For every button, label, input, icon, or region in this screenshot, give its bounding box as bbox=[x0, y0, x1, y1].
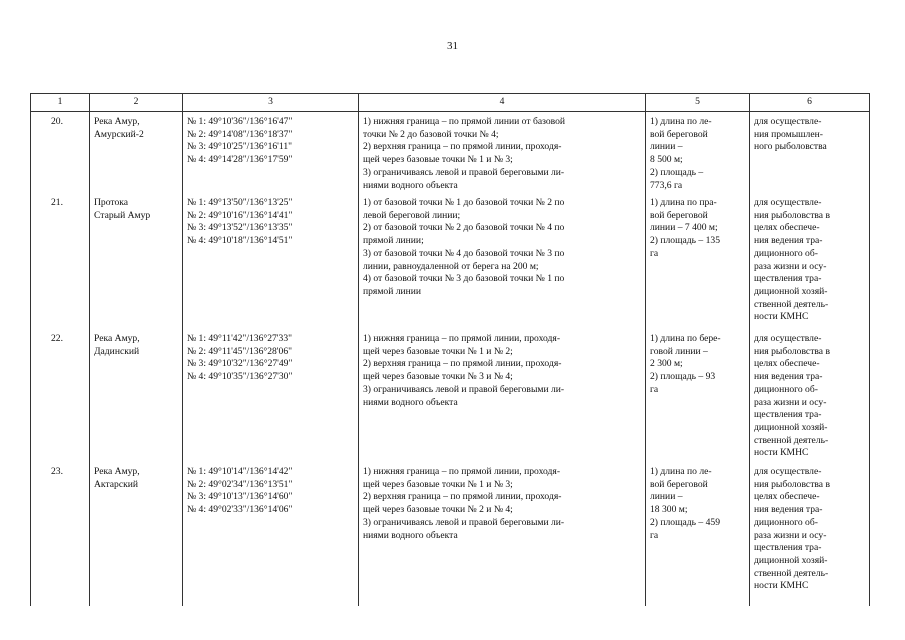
column-header: 4 bbox=[359, 94, 646, 112]
table-row bbox=[31, 112, 870, 194]
usage-purpose: для осуществле- ния рыболовства в целях обеспече- ния ведения тра- диционного об- раза жизни и осу- ществления тра- диционной хозяй- ственной деятель- ности КМНС bbox=[750, 462, 870, 606]
boundary-description: 1) нижняя граница – по прямой линии, проходя- щей через базовые точки № 1 и № 2; 2) верхняя граница – по прямой линии, проходя- щей через базовые точки № 3 и № 4; 3) ограничиваясь левой и правой береговыми ли- ниями водного объекта bbox=[359, 329, 646, 462]
boundary-description: 1) нижняя граница – по прямой линии, проходя- щей через базовые точки № 1 и № 3; 2) верхняя граница – по прямой линии, проходя- щей через базовые точки № 2 и № 4; 3) ограничиваясь левой и правой береговыми ли- ниями водного объекта bbox=[359, 462, 646, 606]
column-header: 5 bbox=[646, 94, 750, 112]
row-number: 22. bbox=[31, 329, 90, 462]
row-number: 20. bbox=[31, 112, 90, 194]
water-body-name: Река Амур, Актарский bbox=[90, 462, 183, 606]
usage-purpose: для осуществле- ния рыболовства в целях обеспече- ния ведения тра- диционного об- раза жизни и осу- ществления тра- диционной хозяй- ственной деятель- ности КМНС bbox=[750, 193, 870, 329]
page-number: 31 bbox=[447, 40, 458, 52]
table-row bbox=[31, 329, 870, 462]
column-header: 1 bbox=[31, 94, 90, 112]
water-body-name: Река Амур, Амурский-2 bbox=[90, 112, 183, 194]
table-header-row bbox=[31, 94, 870, 112]
usage-purpose: для осуществле- ния рыболовства в целях обеспече- ния ведения тра- диционного об- раза жизни и осу- ществления тра- диционной хозяй- ственной деятель- ности КМНС bbox=[750, 329, 870, 462]
base-point-coordinates: № 1: 49°10'14"/136°14'42" № 2: 49°02'34"/136°13'51" № 3: 49°10'13"/136°14'60" № 4: 49°02'33"/136°14'06" bbox=[183, 462, 359, 606]
water-body-name: Река Амур, Дадинский bbox=[90, 329, 183, 462]
table-row bbox=[31, 193, 870, 329]
boundary-description: 1) от базовой точки № 1 до базовой точки № 2 по левой береговой линии; 2) от базовой точки № 2 до базовой точки № 4 по прямой линии; 3) от базовой точки № 4 до базовой точки № 3 по линии, равноудаленной от берега на 200 м; 4) от базовой точки № 3 до базовой точки № 1 по прямой линии bbox=[359, 193, 646, 329]
row-number: 21. bbox=[31, 193, 90, 329]
area-parameters: 1) длина по ле- вой береговой линии – 18 300 м; 2) площадь – 459 га bbox=[646, 462, 750, 606]
usage-purpose: для осуществле- ния промышлен- ного рыболовства bbox=[750, 112, 870, 194]
boundary-description: 1) нижняя граница – по прямой линии от базовой точки № 2 до базовой точки № 4; 2) верхняя граница – по прямой линии, проходя- щей через базовые точки № 1 и № 3; 3) ограничиваясь левой и правой береговыми ли- ниями водного объекта bbox=[359, 112, 646, 194]
table-row bbox=[31, 462, 870, 606]
base-point-coordinates: № 1: 49°10'36"/136°16'47" № 2: 49°14'08"/136°18'37" № 3: 49°10'25"/136°16'11" № 4: 49°14'28"/136°17'59" bbox=[183, 112, 359, 194]
base-point-coordinates: № 1: 49°11'42"/136°27'33" № 2: 49°11'45"/136°28'06" № 3: 49°10'32"/136°27'49" № 4: 49°10'35"/136°27'30" bbox=[183, 329, 359, 462]
column-header: 3 bbox=[183, 94, 359, 112]
column-header: 2 bbox=[90, 94, 183, 112]
row-number: 23. bbox=[31, 462, 90, 606]
column-header: 6 bbox=[750, 94, 870, 112]
fishing-areas-table bbox=[30, 93, 870, 606]
water-body-name: Протока Старый Амур bbox=[90, 193, 183, 329]
area-parameters: 1) длина по бере- говой линии – 2 300 м; 2) площадь – 93 га bbox=[646, 329, 750, 462]
area-parameters: 1) длина по пра- вой береговой линии – 7 400 м; 2) площадь – 135 га bbox=[646, 193, 750, 329]
base-point-coordinates: № 1: 49°13'50"/136°13'25" № 2: 49°10'16"/136°14'41" № 3: 49°13'52"/136°13'35" № 4: 49°10'18"/136°14'51" bbox=[183, 193, 359, 329]
area-parameters: 1) длина по ле- вой береговой линии – 8 500 м; 2) площадь – 773,6 га bbox=[646, 112, 750, 194]
